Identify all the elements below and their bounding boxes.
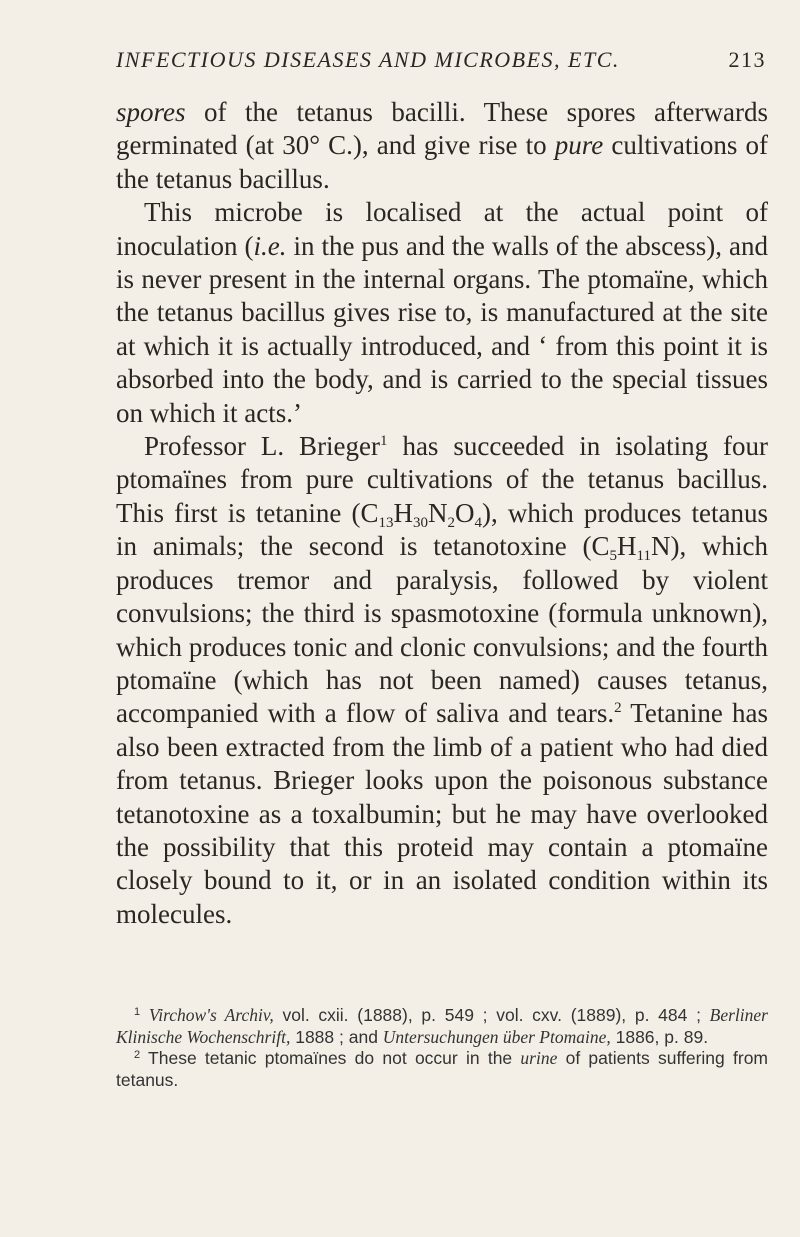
footnote-ref: 2 xyxy=(614,700,622,717)
text-italic: urine xyxy=(520,1048,558,1068)
footnotes xyxy=(116,1005,768,1091)
text-italic: spores xyxy=(116,97,186,127)
formula-element: O xyxy=(454,497,475,528)
paragraph-3 xyxy=(116,430,768,931)
formula-subscript: 4 xyxy=(474,514,482,531)
formula-subscript: 11 xyxy=(636,548,651,565)
text-run: has succeeded in isolating four ptomaïnes from pure cultivations of the tetanus bacillus. This first is tetanine (C xyxy=(116,431,768,528)
running-header xyxy=(116,47,766,73)
formula-subscript: 2 xyxy=(447,514,455,531)
text-italic: i.e. xyxy=(253,230,287,261)
text-run: in the pus and the walls of the abscess), and is never present in the internal organs. The ptomaïne, which the tetanus bacillus gives rise to, is manufactured at the site at which it is actually introduced, and ‘ from this point it is absorbed into the body, and is carried to the special tissues on which it acts.’ xyxy=(116,230,769,428)
formula-element: H xyxy=(617,531,637,562)
text-italic: pure xyxy=(554,130,604,161)
paragraph-1 xyxy=(116,96,768,196)
formula-subscript: 30 xyxy=(412,514,428,531)
text-run: 1886, p. 89. xyxy=(610,1026,709,1047)
text-run: Professor L. Brieger xyxy=(144,431,381,462)
formula-element: N xyxy=(427,497,448,528)
text-run: ), which produces tetanus in animals; the second is tetanotoxine (C xyxy=(116,497,768,562)
page-number: 213 xyxy=(728,47,766,72)
formula-subscript: 5 xyxy=(609,548,618,565)
text-run: These tetanic ptomaïnes do not occur in the xyxy=(140,1048,521,1068)
footnote-2 xyxy=(116,1048,768,1091)
text-run: N), which produces tremor and paralysis, followed by violent convulsions; the third is spasmotoxine (formula unknown), which produces tonic and clonic convulsions; and the fourth ptomaïne (which has not been named) causes tetanus, accompanied with a flow of saliva and tears. xyxy=(116,531,768,729)
text-italic: Untersuchungen über Ptomaine, xyxy=(382,1026,611,1047)
footnote-mark: 1 xyxy=(134,1006,141,1018)
text-italic: Berliner Klinische Wochenschrift, xyxy=(116,1005,768,1047)
main-text xyxy=(116,96,768,931)
footnote-ref: 1 xyxy=(380,433,388,450)
formula-subscript: 13 xyxy=(378,514,394,531)
text-italic: Virchow's Archiv, xyxy=(148,1005,274,1025)
text-run: This microbe is localised at the actual point of inoculation ( xyxy=(116,197,768,261)
text-run: cultivations of the tetanus bacillus. xyxy=(116,130,768,194)
text-run: of patients suffering from tetanus. xyxy=(116,1048,769,1090)
text-run: Tetanine has also been extracted from the limb of a patient who had died from tetanus. Brieger looks upon the poisonous substance tetanotoxine as a toxalbumin; but he may have overlooked the possibility that this proteid may contain a ptomaïne closely bound to it, or in an isolated condition within its molecules. xyxy=(116,698,768,929)
running-title: INFECTIOUS DISEASES AND MICROBES, ETC. xyxy=(116,47,620,72)
formula-element: H xyxy=(393,497,413,528)
text-run: of the tetanus bacilli. These spores afterwards germinated (at 30° C.), and give rise to xyxy=(116,97,768,161)
text-run: vol. cxii. (1888), p. 549 ; vol. cxv. (1889), p. 484 ; xyxy=(273,1005,710,1025)
footnote-mark: 2 xyxy=(134,1049,141,1061)
footnote-1 xyxy=(116,1005,768,1048)
paragraph-2 xyxy=(116,196,768,430)
text-run: 1888 ; and xyxy=(290,1026,383,1047)
